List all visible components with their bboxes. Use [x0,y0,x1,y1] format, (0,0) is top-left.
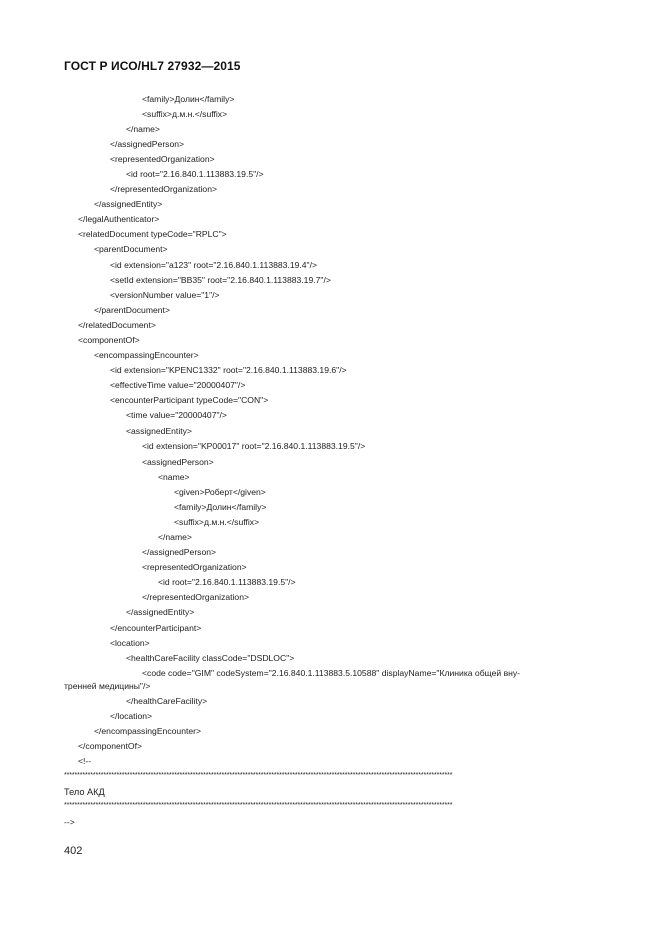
code-line: </representedOrganization> [142,592,250,602]
separator-line: **************************************************************************************************************************************************** [64,802,453,809]
code-line: <time value="20000407"/> [126,410,227,420]
document-header-title: ГОСТ Р ИСО/HL7 27932—2015 [64,59,241,73]
code-line: <assignedEntity> [126,426,192,436]
code-line: <id root="2.16.840.1.113883.19.5"/> [158,577,296,587]
code-line: </encompassingEncounter> [94,726,202,736]
separator-line: **************************************************************************************************************************************************** [64,772,453,779]
code-line: <encounterParticipant typeCode="CON"> [110,395,269,405]
code-line: <suffix>д.м.н.</suffix> [174,517,260,527]
code-line: <representedOrganization> [110,154,215,164]
page-number: 402 [64,845,83,857]
code-line: <assignedPerson> [142,457,214,467]
code-line: <suffix>д.м.н.</suffix> [142,109,228,119]
code-line: <parentDocument> [94,244,168,254]
code-line: <given>Роберт</given> [174,487,266,497]
code-line: <setId extension="BB35" root="2.16.840.1.113883.19.7"/> [110,275,331,285]
code-line: </name> [126,124,160,134]
code-line: тренней медицины"/> [64,681,151,691]
code-line: <id extension="KPENC1332" root="2.16.840.1.113883.19.6"/> [110,365,347,375]
code-line: </encounterParticipant> [110,623,202,633]
code-line: <id extension="KP00017" root="2.16.840.1.113883.19.5"/> [142,441,366,451]
code-line: </parentDocument> [94,305,170,315]
code-line: </legalAuthenticator> [78,214,160,224]
code-line: <!-- [78,756,92,766]
code-line: <id extension="a123" root="2.16.840.1.113883.19.4"/> [110,260,318,270]
code-line: </name> [158,532,192,542]
code-line: <representedOrganization> [142,562,247,572]
code-line: <code code="GIM" codeSystem="2.16.840.1.113883.5.10588" displayName="Клиника общей вну- [142,668,521,678]
code-line: <versionNumber value="1"/> [110,290,220,300]
code-line: <healthCareFacility classCode="DSDLOC"> [126,653,295,663]
code-line: <componentOf> [78,335,140,345]
code-line: </componentOf> [78,741,143,751]
code-line: <effectiveTime value="20000407"/> [110,380,246,390]
code-line: <location> [110,638,150,648]
code-line: --> [64,817,75,827]
code-line: <family>Долин</family> [174,502,267,512]
code-line: </assignedPerson> [110,139,185,149]
code-line: <family>Долин</family> [142,94,235,104]
code-line: <name> [158,472,190,482]
code-line: </assignedEntity> [94,199,163,209]
code-line: </relatedDocument> [78,320,156,330]
code-line: <relatedDocument typeCode="RPLC"> [78,229,227,239]
section-title: Тело АКД [64,787,105,797]
code-line: </representedOrganization> [110,184,218,194]
code-line: </assignedEntity> [126,607,195,617]
code-line: </assignedPerson> [142,547,217,557]
code-line: </location> [110,711,153,721]
code-line: </healthCareFacility> [126,696,208,706]
code-line: <id root="2.16.840.1.113883.19.5"/> [126,169,264,179]
code-line: <encompassingEncounter> [94,350,199,360]
